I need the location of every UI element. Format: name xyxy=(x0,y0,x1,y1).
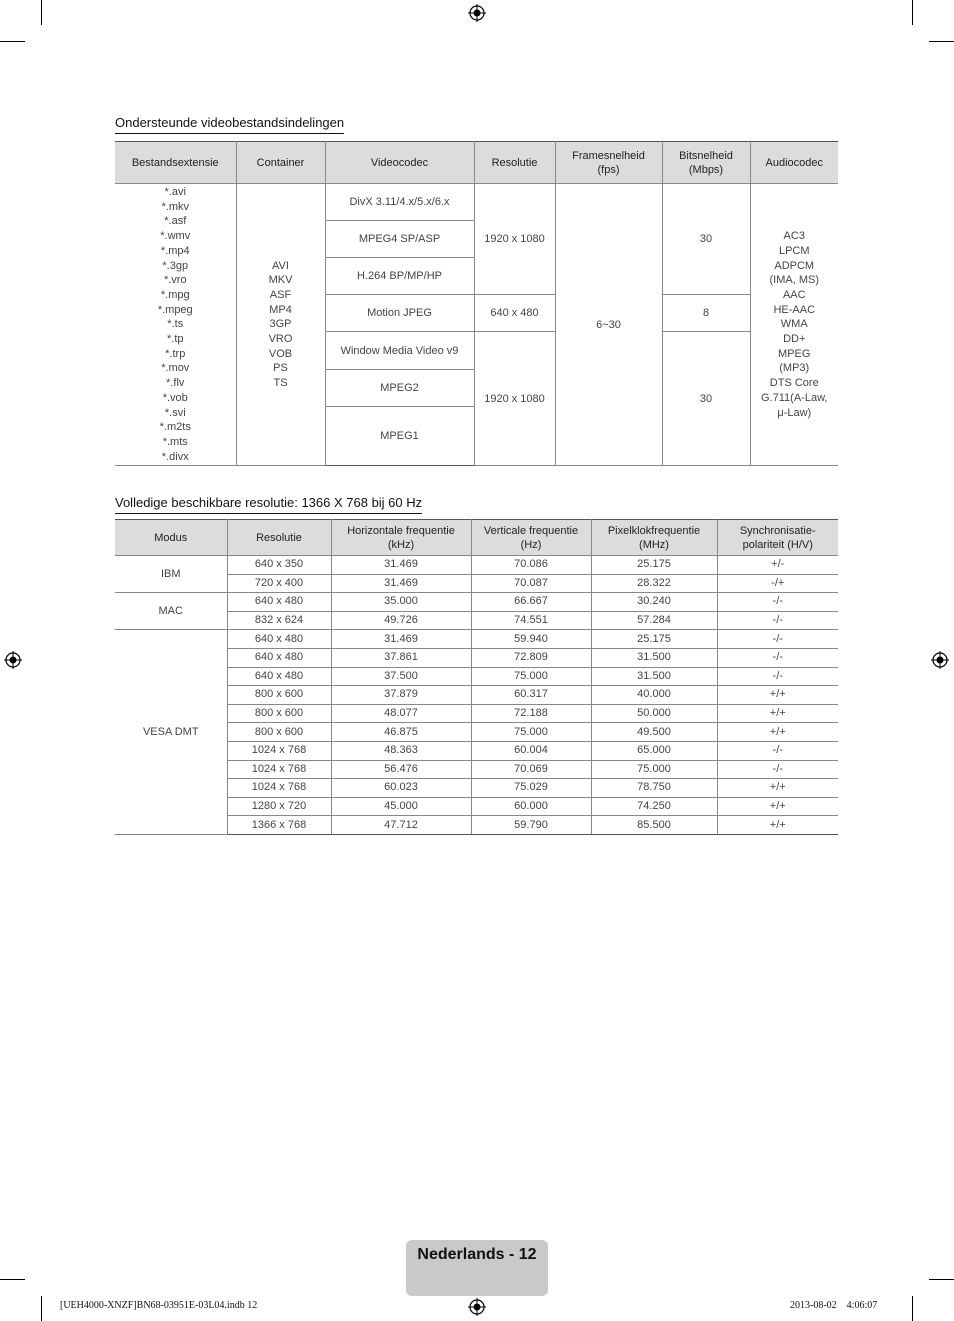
table-cell: 1024 x 768 xyxy=(227,741,331,760)
resolution-cell: 1920 x 1080 xyxy=(474,332,555,466)
table-cell: -/+ xyxy=(717,574,838,593)
table-cell: 30.240 xyxy=(591,593,717,612)
table-cell: 59.940 xyxy=(471,630,591,649)
column-header: Resolutie xyxy=(474,142,555,184)
column-header: Resolutie xyxy=(227,520,331,556)
footer-file-info: [UEH4000-XNZF]BN68-03951E-03L04.indb 12 xyxy=(60,1300,258,1311)
table-cell: 60.004 xyxy=(471,741,591,760)
video-codec-cell: Window Media Video v9 xyxy=(325,332,474,370)
video-codec-cell: Motion JPEG xyxy=(325,295,474,332)
table-cell: -/- xyxy=(717,593,838,612)
registration-mark-icon xyxy=(468,1298,486,1316)
table-cell: 50.000 xyxy=(591,704,717,723)
table-cell: 60.023 xyxy=(331,779,471,798)
table-cell: 640 x 480 xyxy=(227,648,331,667)
table-cell: 1366 x 768 xyxy=(227,816,331,835)
video-codec-cell: MPEG4 SP/ASP xyxy=(325,221,474,258)
mode-cell: IBM xyxy=(115,556,227,593)
table-cell: 48.363 xyxy=(331,741,471,760)
mode-cell: VESA DMT xyxy=(115,630,227,835)
page-label: Nederlands - 12 xyxy=(417,1246,537,1263)
table-cell: 640 x 480 xyxy=(227,593,331,612)
table-cell: 85.500 xyxy=(591,816,717,835)
table-cell: 70.087 xyxy=(471,574,591,593)
column-header: Container xyxy=(236,142,325,184)
resolution-cell: 640 x 480 xyxy=(474,295,555,332)
table-cell: 25.175 xyxy=(591,556,717,575)
table-row xyxy=(115,556,838,575)
table-cell: 46.875 xyxy=(331,723,471,742)
table-cell: 60.000 xyxy=(471,797,591,816)
video-formats-heading: Ondersteunde videobestandsindelingen xyxy=(115,115,344,134)
table-cell: +/+ xyxy=(717,704,838,723)
table-cell: 1024 x 768 xyxy=(227,760,331,779)
containers-cell: AVI MKV ASF MP4 3GP VRO VOB PS TS xyxy=(236,184,325,466)
table-cell: 56.476 xyxy=(331,760,471,779)
table-cell: 1280 x 720 xyxy=(227,797,331,816)
column-header: Audiocodec xyxy=(750,142,838,184)
table-cell: 800 x 600 xyxy=(227,723,331,742)
resolution-table xyxy=(115,519,838,835)
video-formats-table xyxy=(115,141,838,466)
table-cell: -/- xyxy=(717,760,838,779)
table-cell: 75.000 xyxy=(471,723,591,742)
table-cell: 31.469 xyxy=(331,630,471,649)
table-cell: 70.086 xyxy=(471,556,591,575)
page-label-tab xyxy=(406,1240,548,1296)
footer-timestamp: 2013-08-02 4:06:07 xyxy=(790,1300,878,1311)
crop-mark xyxy=(912,1296,913,1321)
video-codec-cell: H.264 BP/MP/HP xyxy=(325,258,474,295)
column-header: Bestandsextensie xyxy=(115,142,236,184)
table-cell: 31.500 xyxy=(591,648,717,667)
video-codec-cell: MPEG2 xyxy=(325,370,474,407)
crop-mark xyxy=(912,0,913,25)
resolution-heading: Volledige beschikbare resolutie: 1366 X 768 bij 60 Hz xyxy=(115,495,422,514)
table-cell: 49.500 xyxy=(591,723,717,742)
registration-mark-icon xyxy=(4,651,22,669)
table-cell: 72.188 xyxy=(471,704,591,723)
table-cell: 47.712 xyxy=(331,816,471,835)
table-cell: 640 x 480 xyxy=(227,630,331,649)
table-cell: -/- xyxy=(717,648,838,667)
table-cell: 75.029 xyxy=(471,779,591,798)
column-header: Modus xyxy=(115,520,227,556)
table-cell: 60.317 xyxy=(471,686,591,705)
table-cell: 720 x 400 xyxy=(227,574,331,593)
table-cell: +/+ xyxy=(717,779,838,798)
crop-mark xyxy=(929,1279,954,1280)
table-row xyxy=(115,630,838,649)
registration-mark-icon xyxy=(468,4,486,22)
table-cell: -/- xyxy=(717,667,838,686)
audio-codecs-cell: AC3 LPCM ADPCM (IMA, MS) AAC HE-AAC WMA DD+ MPEG (MP3) DTS Core G.711(A-Law, μ-Law) xyxy=(750,184,838,466)
crop-mark xyxy=(41,0,42,25)
video-codec-cell: DivX 3.11/4.x/5.x/6.x xyxy=(325,184,474,221)
crop-mark xyxy=(0,41,25,42)
table-cell: 74.551 xyxy=(471,611,591,630)
table-cell: 40.000 xyxy=(591,686,717,705)
table-cell: +/+ xyxy=(717,723,838,742)
video-codec-cell: MPEG1 xyxy=(325,407,474,466)
table-cell: +/+ xyxy=(717,797,838,816)
crop-mark xyxy=(929,41,954,42)
table-cell: 31.469 xyxy=(331,556,471,575)
table-cell: +/+ xyxy=(717,686,838,705)
table-cell: -/- xyxy=(717,611,838,630)
table-cell: 37.500 xyxy=(331,667,471,686)
bitrate-cell: 8 xyxy=(662,295,750,332)
column-header: Videocodec xyxy=(325,142,474,184)
crop-mark xyxy=(0,1279,25,1280)
table-cell: 640 x 350 xyxy=(227,556,331,575)
table-cell: 74.250 xyxy=(591,797,717,816)
file-extensions-cell: *.avi *.mkv *.asf *.wmv *.mp4 *.3gp *.vro *.mpg *.mpeg *.ts *.tp *.trp *.mov *.flv *.vob *.svi *.m2ts *.mts *.divx xyxy=(115,184,236,466)
table-cell: -/- xyxy=(717,630,838,649)
table-cell: 72.809 xyxy=(471,648,591,667)
column-header: Pixelklokfrequentie (MHz) xyxy=(591,520,717,556)
framerate-cell: 6~30 xyxy=(555,184,662,466)
bitrate-cell: 30 xyxy=(662,332,750,466)
table-cell: 78.750 xyxy=(591,779,717,798)
table-cell: 1024 x 768 xyxy=(227,779,331,798)
column-header: Framesnelheid (fps) xyxy=(555,142,662,184)
mode-cell: MAC xyxy=(115,593,227,630)
table-cell: 28.322 xyxy=(591,574,717,593)
table-cell: 65.000 xyxy=(591,741,717,760)
table-cell: 75.000 xyxy=(471,667,591,686)
table-cell: +/+ xyxy=(717,816,838,835)
column-header: Synchronisatie- polariteit (H/V) xyxy=(717,520,838,556)
table-cell: 45.000 xyxy=(331,797,471,816)
table-cell: 25.175 xyxy=(591,630,717,649)
table-cell: 37.879 xyxy=(331,686,471,705)
resolution-cell: 1920 x 1080 xyxy=(474,184,555,295)
crop-mark xyxy=(41,1296,42,1321)
table-row xyxy=(115,593,838,612)
table-cell: 832 x 624 xyxy=(227,611,331,630)
table-cell: 70.069 xyxy=(471,760,591,779)
table-cell: 31.469 xyxy=(331,574,471,593)
column-header: Bitsnelheid (Mbps) xyxy=(662,142,750,184)
table-cell: 800 x 600 xyxy=(227,686,331,705)
column-header: Horizontale frequentie (kHz) xyxy=(331,520,471,556)
table-cell: 49.726 xyxy=(331,611,471,630)
table-cell: 59.790 xyxy=(471,816,591,835)
table-cell: 66.667 xyxy=(471,593,591,612)
resolution-table-body xyxy=(115,556,838,835)
registration-mark-icon xyxy=(931,651,949,669)
table-cell: 57.284 xyxy=(591,611,717,630)
table-cell: +/- xyxy=(717,556,838,575)
table-cell: 37.861 xyxy=(331,648,471,667)
table-cell: 35.000 xyxy=(331,593,471,612)
table-cell: -/- xyxy=(717,741,838,760)
table-cell: 640 x 480 xyxy=(227,667,331,686)
table-cell: 31.500 xyxy=(591,667,717,686)
table-cell: 800 x 600 xyxy=(227,704,331,723)
column-header: Verticale frequentie (Hz) xyxy=(471,520,591,556)
table-cell: 48.077 xyxy=(331,704,471,723)
table-cell: 75.000 xyxy=(591,760,717,779)
bitrate-cell: 30 xyxy=(662,184,750,295)
